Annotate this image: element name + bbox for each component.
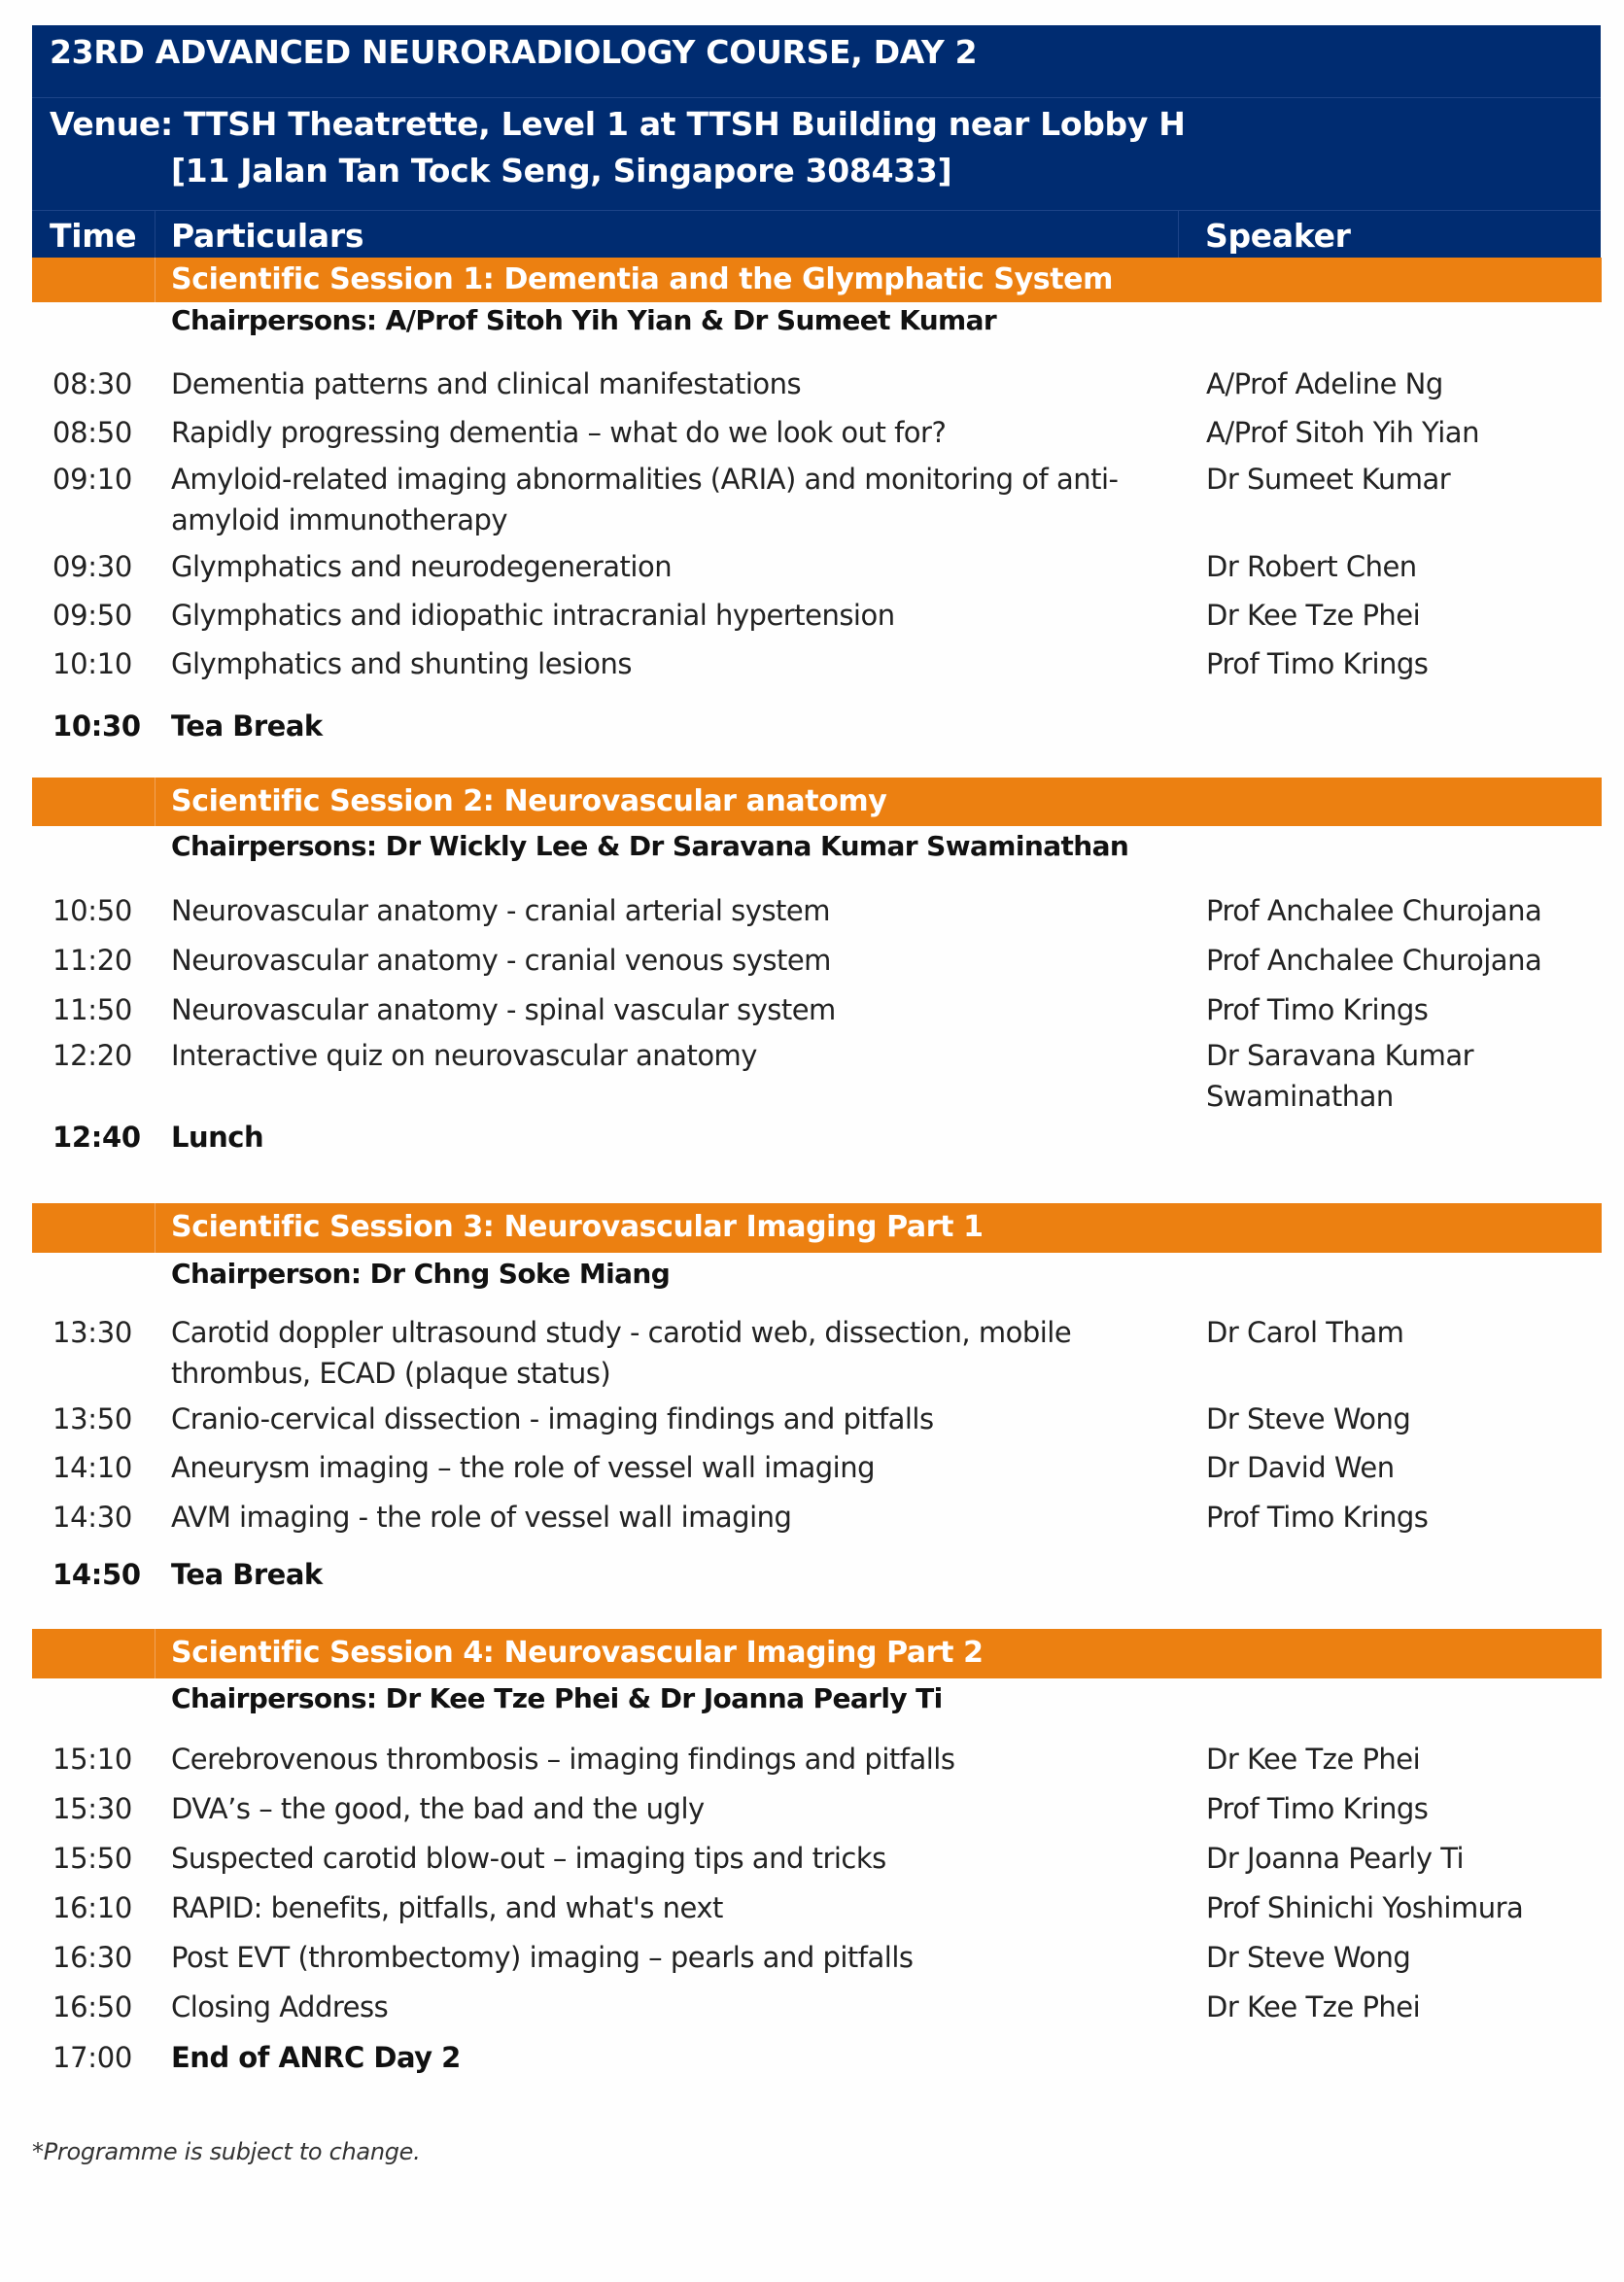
row-speaker: Prof Anchalee Churojana <box>1206 894 1542 927</box>
row-speaker: A/Prof Sitoh Yih Yian <box>1206 416 1479 449</box>
row-time: 16:10 <box>52 1891 133 1924</box>
row-speaker: Prof Timo Krings <box>1206 1501 1429 1534</box>
session-title: Scientific Session 3: Neurovascular Imaging Part 1 <box>171 1210 984 1244</box>
row-time: 10:10 <box>52 647 133 680</box>
column-header-speaker: Speaker <box>1205 217 1351 255</box>
row-title: Carotid doppler ultrasound study - carotid web, dissection, mobile thrombus, ECAD (plaque status) <box>171 1316 1072 1390</box>
row-time: 13:30 <box>52 1316 133 1349</box>
row-title: Post EVT (thrombectomy) imaging – pearls and pitfalls <box>171 1941 914 1974</box>
row-speaker: Dr Saravana Kumar Swaminathan <box>1206 1039 1474 1113</box>
table-header <box>32 211 1601 258</box>
venue-address: [11 Jalan Tan Tock Seng, Singapore 308433] <box>171 152 952 190</box>
row-title: DVA’s – the good, the bad and the ugly <box>171 1792 705 1825</box>
row-title: RAPID: benefits, pitfalls, and what's next <box>171 1891 723 1924</box>
session-1-header <box>32 258 1602 302</box>
session-chairpersons: Chairpersons: A/Prof Sitoh Yih Yian & Dr Sumeet Kumar <box>171 304 997 336</box>
row-title: Interactive quiz on neurovascular anatomy <box>171 1039 757 1072</box>
row-speaker: Prof Shinichi Yoshimura <box>1206 1891 1524 1924</box>
row-speaker: Dr Joanna Pearly Ti <box>1206 1842 1465 1875</box>
row-title: Aneurysm imaging – the role of vessel wall imaging <box>171 1451 875 1484</box>
row-title: Rapidly progressing dementia – what do we look out for? <box>171 416 947 449</box>
row-title: Cerebrovenous thrombosis – imaging findings and pitfalls <box>171 1743 955 1776</box>
row-time: 13:50 <box>52 1402 133 1435</box>
row-time: 09:10 <box>52 463 133 496</box>
row-title: Glymphatics and neurodegeneration <box>171 550 673 583</box>
column-header-time: Time <box>50 217 137 255</box>
session-title: Scientific Session 1: Dementia and the Glymphatic System <box>171 262 1113 296</box>
row-speaker: Prof Timo Krings <box>1206 647 1429 680</box>
course-title-bar <box>32 25 1601 98</box>
row-title: AVM imaging - the role of vessel wall imaging <box>171 1501 792 1534</box>
break-time: 12:40 <box>52 1121 141 1154</box>
venue-line-1: Venue: TTSH Theatrette, Level 1 at TTSH Building near Lobby H <box>50 105 1186 143</box>
session-chairpersons: Chairperson: Dr Chng Soke Miang <box>171 1258 671 1290</box>
row-title: Neurovascular anatomy - cranial venous system <box>171 944 831 977</box>
row-time: 16:50 <box>52 1990 133 2023</box>
session-title: Scientific Session 4: Neurovascular Imaging Part 2 <box>171 1636 984 1670</box>
session-2-header <box>32 778 1602 826</box>
row-speaker: Dr Carol Tham <box>1206 1316 1404 1349</box>
row-title: Neurovascular anatomy - cranial arterial system <box>171 894 831 927</box>
row-time: 14:10 <box>52 1451 133 1484</box>
row-title: Glymphatics and idiopathic intracranial hypertension <box>171 599 895 632</box>
venue-bar <box>32 98 1601 211</box>
row-time: 10:50 <box>52 894 133 927</box>
break-label: Tea Break <box>171 1558 323 1591</box>
end-time: 17:00 <box>52 2041 133 2074</box>
row-time: 12:20 <box>52 1039 133 1072</box>
break-label: Lunch <box>171 1121 264 1154</box>
row-speaker: Prof Anchalee Churojana <box>1206 944 1542 977</box>
session-chairpersons: Chairpersons: Dr Kee Tze Phei & Dr Joanna Pearly Ti <box>171 1682 943 1714</box>
footnote: *Programme is subject to change. <box>32 2138 421 2165</box>
row-title: Suspected carotid blow-out – imaging tips and tricks <box>171 1842 886 1875</box>
row-speaker: Dr Kee Tze Phei <box>1206 1743 1421 1776</box>
row-speaker: Dr David Wen <box>1206 1451 1395 1484</box>
break-time: 14:50 <box>52 1558 141 1591</box>
row-time: 09:50 <box>52 599 133 632</box>
row-time: 15:30 <box>52 1792 133 1825</box>
row-speaker: Dr Kee Tze Phei <box>1206 599 1421 632</box>
session-chairpersons: Chairpersons: Dr Wickly Lee & Dr Saravana Kumar Swaminathan <box>171 830 1129 862</box>
row-speaker: Dr Sumeet Kumar <box>1206 463 1451 496</box>
row-time: 08:30 <box>52 367 133 400</box>
row-title: Glymphatics and shunting lesions <box>171 647 632 680</box>
row-time: 09:30 <box>52 550 133 583</box>
row-time: 11:50 <box>52 993 133 1026</box>
row-speaker: Prof Timo Krings <box>1206 993 1429 1026</box>
end-label: End of ANRC Day 2 <box>171 2041 461 2074</box>
column-divider <box>1178 211 1179 258</box>
break-label: Tea Break <box>171 709 323 743</box>
break-time: 10:30 <box>52 709 141 743</box>
row-speaker: Dr Steve Wong <box>1206 1941 1411 1974</box>
row-time: 14:30 <box>52 1501 133 1534</box>
row-time: 15:10 <box>52 1743 133 1776</box>
session-4-header <box>32 1629 1602 1678</box>
row-time: 08:50 <box>52 416 133 449</box>
row-time: 16:30 <box>52 1941 133 1974</box>
session-3-header <box>32 1203 1602 1253</box>
row-title: Neurovascular anatomy - spinal vascular system <box>171 993 836 1026</box>
row-title: Closing Address <box>171 1990 389 2023</box>
session-title: Scientific Session 2: Neurovascular anatomy <box>171 784 887 818</box>
row-speaker: Dr Steve Wong <box>1206 1402 1411 1435</box>
row-time: 11:20 <box>52 944 133 977</box>
row-speaker: Prof Timo Krings <box>1206 1792 1429 1825</box>
row-title: Dementia patterns and clinical manifestations <box>171 367 802 400</box>
row-title: Amyloid-related imaging abnormalities (ARIA) and monitoring of anti-amyloid immunotherapy <box>171 463 1119 536</box>
row-title: Cranio-cervical dissection - imaging findings and pitfalls <box>171 1402 934 1435</box>
row-speaker: Dr Robert Chen <box>1206 550 1417 583</box>
column-header-particulars: Particulars <box>171 217 364 255</box>
row-speaker: A/Prof Adeline Ng <box>1206 367 1443 400</box>
row-time: 15:50 <box>52 1842 133 1875</box>
course-title: 23RD ADVANCED NEURORADIOLOGY COURSE, DAY 2 <box>50 33 978 71</box>
row-speaker: Dr Kee Tze Phei <box>1206 1990 1421 2023</box>
